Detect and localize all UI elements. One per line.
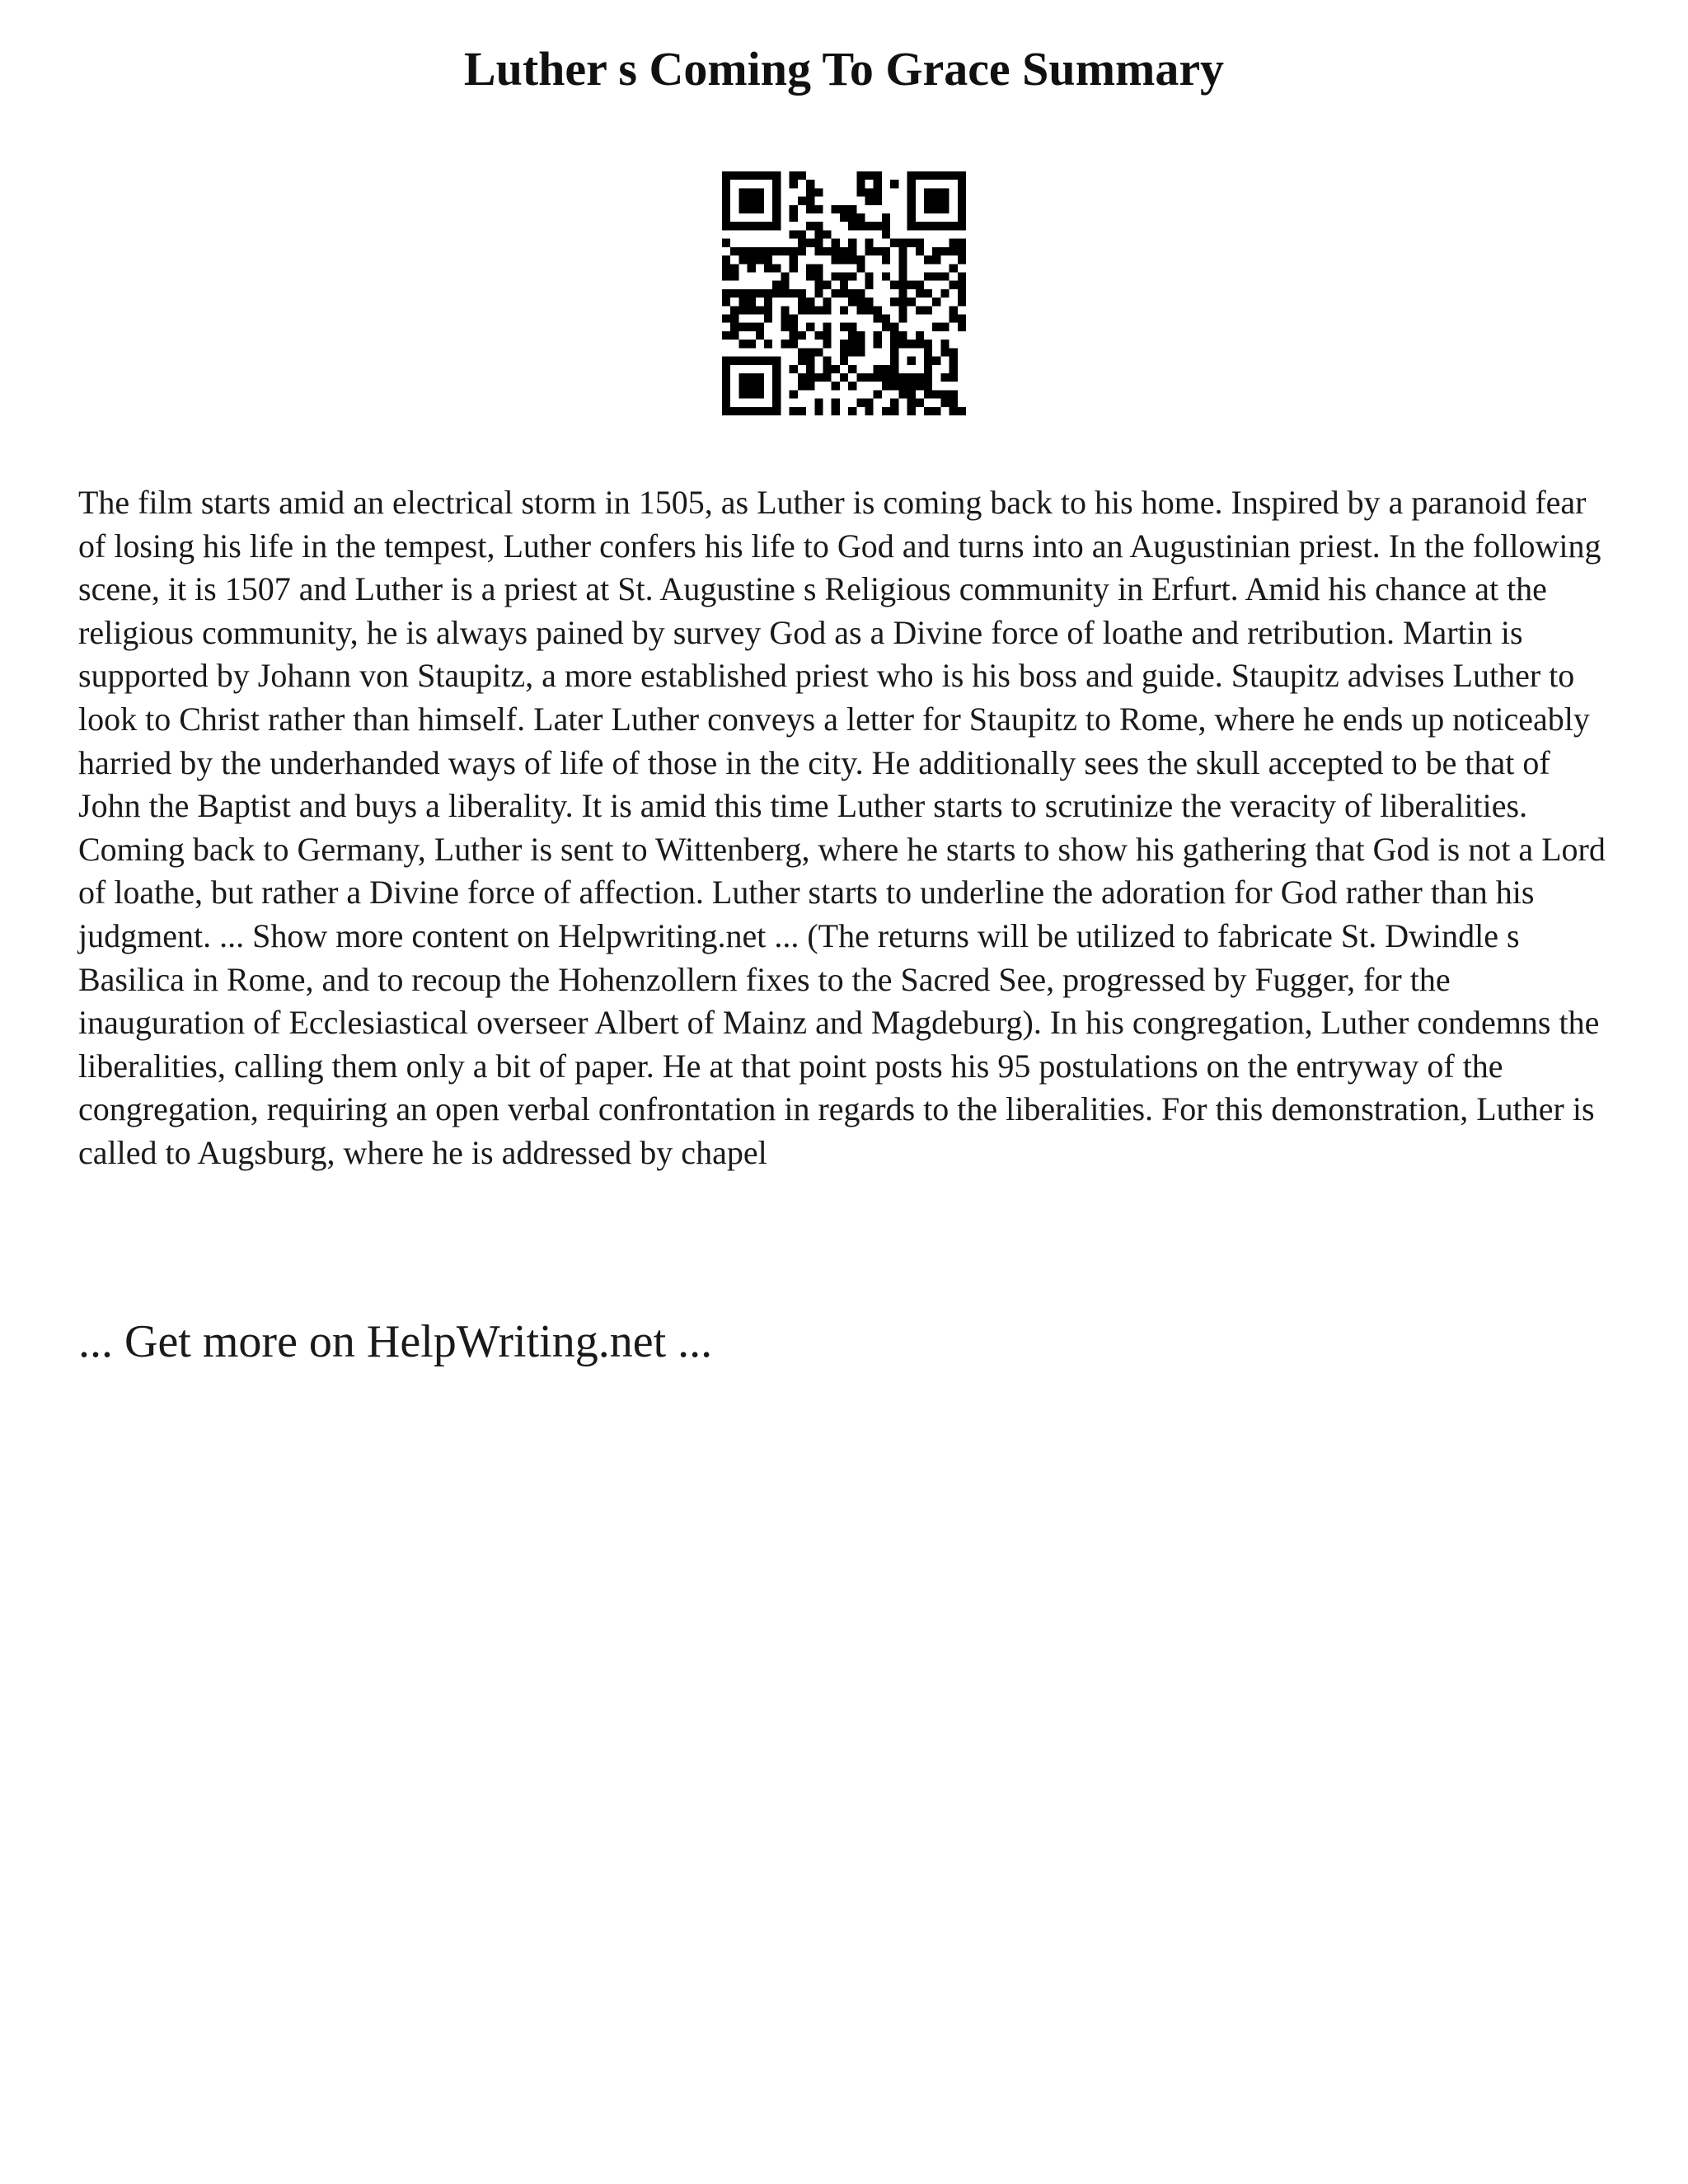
qr-code-icon	[722, 171, 966, 415]
get-more-link[interactable]: ... Get more on HelpWriting.net ...	[78, 1316, 713, 1367]
document-title: Luther s Coming To Grace Summary	[463, 42, 1225, 96]
document-body: The film starts amid an electrical storm in 1505, as Luther is coming back to his home. Inspired by a paranoid fear of losing his life in the tempest, Luther confers his life to God and turns into an Augustinian priest. In the following scene, it is 1507 and Luther is a priest at St. Augustine s Religious community in Erfurt. Amid his chance at the religious community, he is always pained by survey God as a Divine force of loathe and retribution. Martin is supported by Johann von Staupitz, a more established priest who is his boss and guide. Staupitz advises Luther to look to Christ rather than himself. Later Luther conveys a letter for Staupitz to Rome, where he ends up noticeably harried by the underhanded ways of life of those in the city. He additionally sees the skull accepted to be that of John the Baptist and buys a liberality. It is amid this time Luther starts to scrutinize the veracity of liberalities. Coming back to Germany, Luther is sent to Wittenberg, where he starts to show his gathering that God is not a Lord of loathe, but rather a Divine force of affection. Luther starts to underline the adoration for God rather than his judgment. ... Show more content on Helpwriting.net ... (The returns will be utilized to fabricate St. Dwindle s Basilica in Rome, and to recoup the Hohenzollern fixes to the Sacred See, progressed by Fugger, for the inauguration of Ecclesiastical overseer Albert of Mainz and Magdeburg). In his congregation, Luther condemns the liberalities, calling them only a bit of paper. He at that point posts his 95 postulations on the entryway of the congregation, requiring an open verbal confrontation in regards to the liberalities. For this demonstration, Luther is called to Augsburg, where he is addressed by chapel	[78, 484, 1606, 1171]
